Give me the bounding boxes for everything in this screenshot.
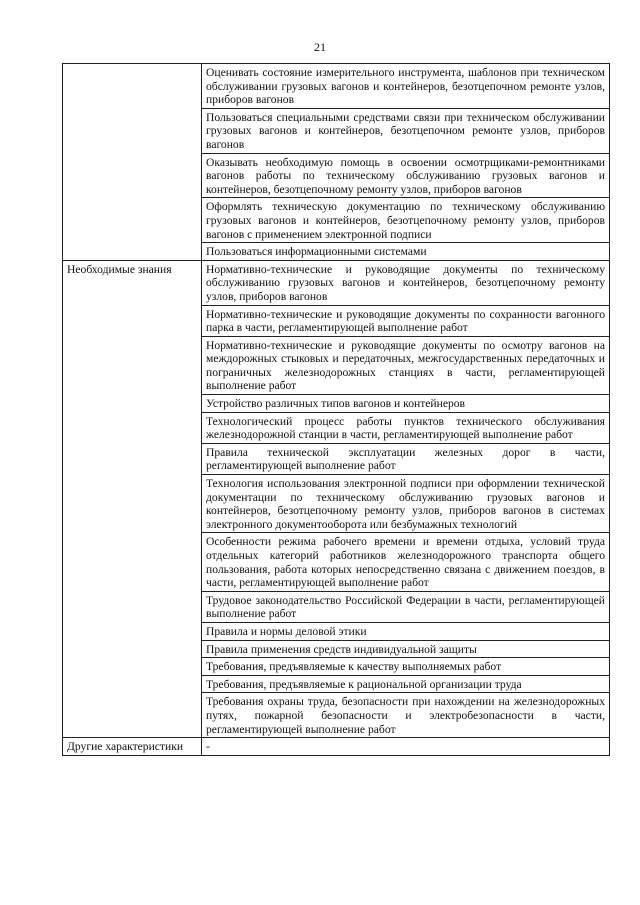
row-item-cell — [202, 243, 610, 261]
row-label: Другие характеристики — [67, 740, 184, 754]
row-item-text: Нормативно-технические и руководящие документы по сохранности вагонного парка в части, регламентирующей выполнение работ — [206, 307, 605, 335]
row-item-cell — [202, 693, 610, 738]
row-item-text: Пользоваться информационными системами — [206, 245, 427, 259]
row-item-cell — [202, 443, 610, 474]
row-item-text: Технология использования электронной подписи при оформлении технической документации по техническому обслуживанию грузовых вагонов и контейнеров, безотцепочному ремонту узлов, приборов вагонов в системах электронного документооборота или безбумажных технологий — [206, 477, 605, 531]
row-item-cell — [202, 336, 610, 394]
row-item-cell — [202, 64, 610, 109]
page-number: 21 — [314, 40, 326, 54]
row-item-text: Технологический процесс работы пунктов технического обслуживания железнодорожной станции в части, регламентирующей выполнение работ — [206, 414, 605, 442]
row-item-text: Правила и нормы деловой этики — [206, 624, 367, 638]
row-item-text: Пользоваться специальными средствами связи при техническом обслуживании грузовых вагонов и контейнеров, безотцепочном ремонте узлов, приборов вагонов — [206, 110, 605, 151]
row-item-cell — [202, 591, 610, 622]
row-item-cell — [202, 412, 610, 443]
table-row — [63, 260, 610, 305]
row-item-text: Правила применения средств индивидуальной защиты — [206, 642, 477, 656]
row-item-text: Требования, предъявляемые к качеству выполняемых работ — [206, 660, 502, 674]
row-item-cell — [202, 675, 610, 693]
row-label-cell — [63, 260, 202, 737]
row-item-text: Правила технической эксплуатации железных дорог в части, регламентирующей выполнение работ — [206, 445, 605, 473]
row-item-text: Требования охраны труда, безопасности при нахождении на железнодорожных путях, пожарной безопасности и электробезопасности в части, регламентирующей выполнение работ — [206, 695, 605, 736]
row-item-text: Особенности режима рабочего времени и времени отдыха, условий труда отдельных категорий работников железнодорожного транспорта общего пользования, работа которых непосредственно связана с движением поездов, в части, регламентирующей выполнение работ — [206, 535, 605, 590]
row-item-text: Нормативно-технические и руководящие документы по техническому обслуживанию грузовых вагонов и контейнеров, безотцепочному ремонту узлов, приборов вагонов — [206, 262, 605, 303]
row-item-text: Оказывать необходимую помощь в освоении осмотрщиками-ремонтниками вагонов работы по техническому обслуживанию грузовых вагонов и контейнеров, безотцепочному ремонту узлов, приборов вагонов — [206, 155, 605, 196]
table-row — [63, 64, 610, 109]
row-item-text: Устройство различных типов вагонов и контейнеров — [206, 397, 466, 411]
row-item-cell — [202, 305, 610, 336]
row-item-cell — [202, 475, 610, 533]
table-row — [63, 738, 610, 756]
row-label: Необходимые знания — [67, 262, 172, 276]
row-label-cell — [63, 64, 202, 261]
row-item-cell — [202, 533, 610, 591]
row-item-text: Оценивать состояние измерительного инструмента, шаблонов при техническом обслуживании грузовых вагонов и контейнеров, безотцепочном ремонте узлов, приборов вагонов — [206, 66, 605, 107]
row-item-cell — [202, 658, 610, 676]
row-item-cell — [202, 108, 610, 153]
row-item-cell — [202, 198, 610, 243]
row-item-text: Трудовое законодательство Российской Федерации в части, регламентирующей выполнение работ — [206, 593, 605, 621]
row-item-cell — [202, 738, 610, 756]
row-label-cell — [63, 738, 202, 756]
row-item-text: Оформлять техническую документацию по техническому обслуживанию грузовых вагонов и контейнеров, безотцепочному ремонту узлов, приборов вагонов с применением электронной подписи — [206, 200, 605, 241]
row-item-cell — [202, 260, 610, 305]
requirements-table — [62, 63, 610, 756]
row-item-cell — [202, 622, 610, 640]
row-item-text: Нормативно-технические и руководящие документы по осмотру вагонов на междорожных стыковых и передаточных, межгосударственных передаточных и пограничных железнодорожных станциях в части, регламентирующей выполнение работ — [206, 338, 605, 393]
row-item-cell — [202, 395, 610, 413]
row-item-text: Требования, предъявляемые к рациональной организации труда — [206, 677, 522, 691]
row-item-cell — [202, 153, 610, 198]
row-item-cell — [202, 640, 610, 658]
row-item-text: - — [206, 740, 210, 754]
